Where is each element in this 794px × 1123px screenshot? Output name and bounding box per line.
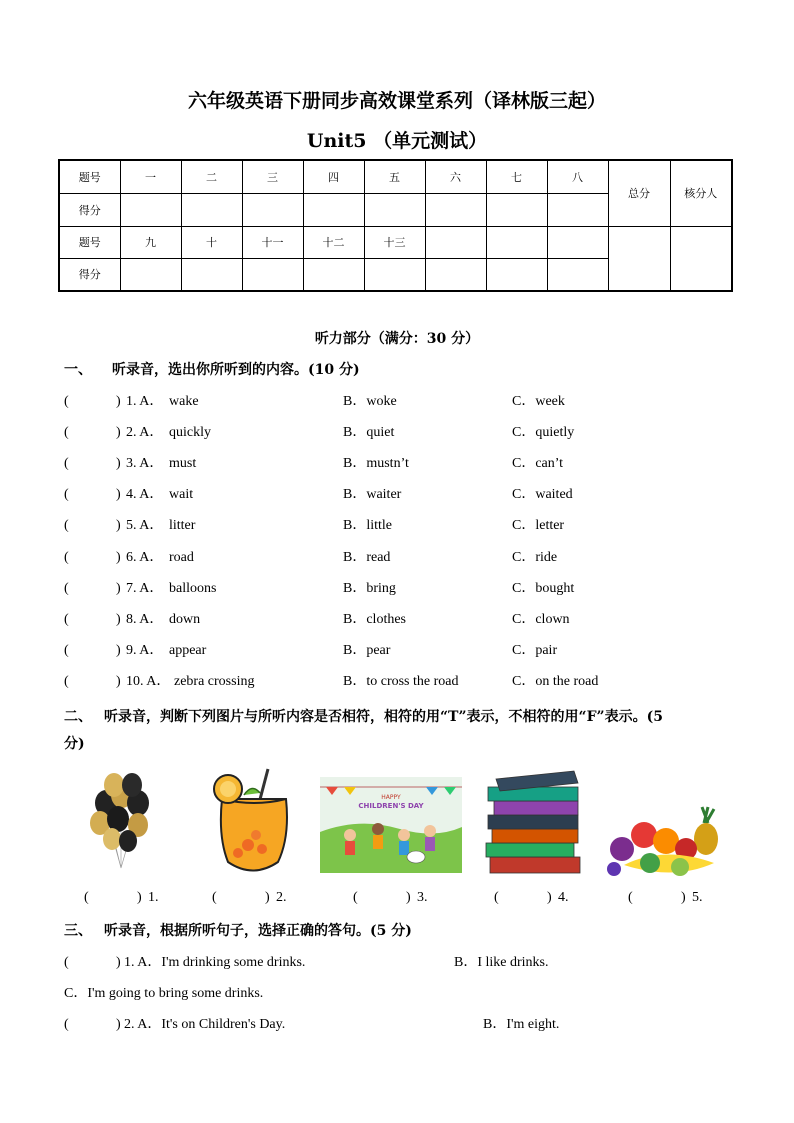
score-table [58,159,733,292]
option-b: B．mustn’t [343,456,409,472]
score-cell[interactable] [181,258,242,291]
banner-text: CHILDREN'S DAY [358,802,424,810]
checker-label: 核分人 [670,160,732,226]
option-b: B．bring [343,580,396,596]
banner-text: HAPPY [381,794,401,801]
option-a: wait [169,487,194,503]
score-cell[interactable] [486,258,547,291]
table-cell-label: 得分 [59,193,120,226]
paren-close: ) [116,580,121,596]
childrens-day-image [320,777,462,873]
table-cell: 七 [486,160,547,193]
option-a: wake [169,394,199,409]
option-c: C．bought [512,580,575,596]
paren-close: ) [547,890,552,905]
page-subtitle: Unit5 （单元测试） [306,130,488,152]
picture-label: 5. [692,890,703,905]
paren-open: ( [64,642,69,658]
paren-close: ) [265,890,270,905]
table-cell: 十三 [364,226,425,258]
option-a: down [169,611,201,627]
score-cell[interactable] [242,193,303,226]
table-cell: 二 [181,160,242,193]
table-cell [547,226,608,258]
picture-row [0,765,794,885]
paren-close: ) [116,456,121,472]
option-b: B．to cross the road [343,673,459,689]
option-a: road [169,549,194,565]
answer-blank[interactable] [76,610,112,628]
question-number: 3. A． [126,456,164,472]
paren-open: ( [64,549,69,565]
paren-close: ) [116,611,121,627]
option-c: C．week [512,394,565,409]
answer-blank[interactable] [640,890,678,908]
paren-open: ( [64,425,69,441]
score-cell[interactable] [364,193,425,226]
paren-close: ) [116,673,121,689]
option-b: B．read [343,549,391,565]
score-cell[interactable] [547,193,608,226]
question-row [64,423,744,443]
option-a: quickly [169,425,211,441]
section-title: 听录音，根据所听句子，选择正确的答句。(5 分) [104,923,412,939]
table-cell [486,226,547,258]
table-cell: 十 [181,226,242,258]
section3-heading [64,918,412,944]
paren-close: ) [116,1017,121,1032]
total-score-label: 总分 [608,160,670,226]
score-cell[interactable] [181,193,242,226]
picture-label: 1. [148,890,159,905]
table-cell: 八 [547,160,608,193]
answer-blank[interactable] [76,392,112,410]
picture-label: 4. [558,890,569,905]
checker-cell[interactable] [670,226,732,291]
section-title: 听录音，判断下列图片与所听内容是否相符，相符的用“T”表示，不相符的用“F”表示。(5 [104,709,663,725]
answer-blank[interactable] [506,890,544,908]
paren-close: ) [116,394,121,409]
question-number: 5. A． [126,518,164,534]
question-row [64,548,744,568]
table-cell: 十一 [242,226,303,258]
table-cell-label: 题号 [59,226,120,258]
section-number: 一、 [64,362,92,378]
answer-blank[interactable] [76,485,112,503]
picture-answer-row [0,890,794,910]
option-a: must [169,456,197,472]
question-number: 7. A． [126,580,164,596]
question-number: 1. A． [126,394,164,409]
section-number: 三、 [64,923,92,939]
question-row [64,610,744,630]
table-cell: 五 [364,160,425,193]
option-b: B．quiet [343,425,395,441]
question-number: 4. A． [126,487,164,503]
paren-open: ( [64,580,69,596]
section-title: 听录音，选出你所听到的内容。(10 分) [112,362,360,378]
option-b: B．pear [343,642,391,658]
table-cell: 九 [120,226,181,258]
answer-blank[interactable] [96,890,134,908]
table-cell: 一 [120,160,181,193]
paren-close: ) [116,955,121,970]
table-cell [425,226,486,258]
question-row [64,1015,744,1035]
answer-blank[interactable] [76,579,112,597]
table-cell: 四 [303,160,364,193]
question-row [64,641,744,661]
option-c: C．on the road [512,673,599,689]
answer-blank[interactable] [224,890,262,908]
question-number: 2. A． [126,425,164,441]
page-title: 六年级英语下册同步高效课堂系列（译林版三起） [187,90,606,112]
option-a: zebra crossing [174,673,255,689]
option-a: 2. A．It's on Children's Day. [124,1017,286,1032]
option-c: C．I'm going to bring some drinks. [64,986,264,1001]
question-number: 10. A． [126,673,171,689]
section1-heading [64,357,360,383]
question-row [64,672,744,692]
answer-blank[interactable] [76,423,112,441]
table-cell: 六 [425,160,486,193]
score-cell[interactable] [120,193,181,226]
paren-open: ( [628,890,633,905]
question-row-cont [64,984,744,1004]
section-number: 二、 [64,709,92,725]
question-number: 6. A． [126,549,164,565]
option-a: 1. A．I'm drinking some drinks. [124,955,306,970]
table-cell: 三 [242,160,303,193]
question-row [64,953,744,973]
total-score-cell[interactable] [608,226,670,291]
table-cell-label: 题号 [59,160,120,193]
question-row [64,392,744,412]
answer-blank[interactable] [76,641,112,659]
paren-open: ( [64,518,69,534]
option-b: B．little [343,518,392,534]
picture-label: 2. [276,890,287,905]
balloons-image [86,773,156,871]
section2-heading [64,704,744,730]
paren-open: ( [84,890,89,905]
score-cell[interactable] [303,193,364,226]
question-number: 8. A． [126,611,164,627]
paren-open: ( [64,673,69,689]
question-row [64,579,744,599]
table-cell: 十二 [303,226,364,258]
paren-open: ( [64,1017,69,1032]
option-c: C．can’t [512,456,564,472]
score-cell[interactable] [547,258,608,291]
paren-open: ( [64,394,69,409]
paren-close: ) [116,518,121,534]
drink-image [208,767,298,877]
option-c: C．quietly [512,425,575,441]
listening-header: 听力部分（满分：30 分） [314,331,480,347]
question-row [64,454,744,474]
paren-close: ) [681,890,686,905]
answer-blank[interactable] [76,1015,112,1033]
question-row [64,485,744,505]
picture-label: 3. [417,890,428,905]
paren-open: ( [64,456,69,472]
option-b: B．clothes [343,611,406,627]
option-c: C．waited [512,487,573,503]
option-a: balloons [169,580,217,596]
paren-open: ( [353,890,358,905]
option-b: B．I like drinks. [454,955,549,970]
option-c: C．letter [512,518,565,534]
option-c: C．ride [512,549,558,565]
fruits-image [604,805,728,881]
answer-blank[interactable] [365,890,403,908]
paren-close: ) [137,890,142,905]
score-cell[interactable] [425,258,486,291]
score-cell[interactable] [364,258,425,291]
answer-blank[interactable] [76,454,112,472]
table-cell-label: 得分 [59,258,120,291]
option-b: B．woke [343,394,397,409]
question-row [64,516,744,536]
paren-open: ( [494,890,499,905]
paren-open: ( [64,955,69,970]
paren-close: ) [116,549,121,565]
books-image [482,765,586,879]
score-cell[interactable] [425,193,486,226]
paren-open: ( [64,487,69,503]
paren-close: ) [406,890,411,905]
paren-close: ) [116,487,121,503]
score-cell[interactable] [303,258,364,291]
score-cell[interactable] [242,258,303,291]
option-b: B．I'm eight. [483,1017,560,1032]
paren-close: ) [116,425,121,441]
score-cell[interactable] [120,258,181,291]
question-number: 9. A． [126,642,164,658]
option-c: C．pair [512,642,558,658]
section2-heading-cont: 分) [64,736,85,752]
answer-blank[interactable] [76,516,112,534]
option-a: appear [169,642,207,658]
answer-blank[interactable] [76,548,112,566]
score-cell[interactable] [486,193,547,226]
paren-close: ) [116,642,121,658]
option-b: B．waiter [343,487,402,503]
answer-blank[interactable] [76,953,112,971]
option-a: litter [169,518,196,534]
paren-open: ( [212,890,217,905]
paren-open: ( [64,611,69,627]
option-c: C．clown [512,611,570,627]
answer-blank[interactable] [76,672,112,690]
